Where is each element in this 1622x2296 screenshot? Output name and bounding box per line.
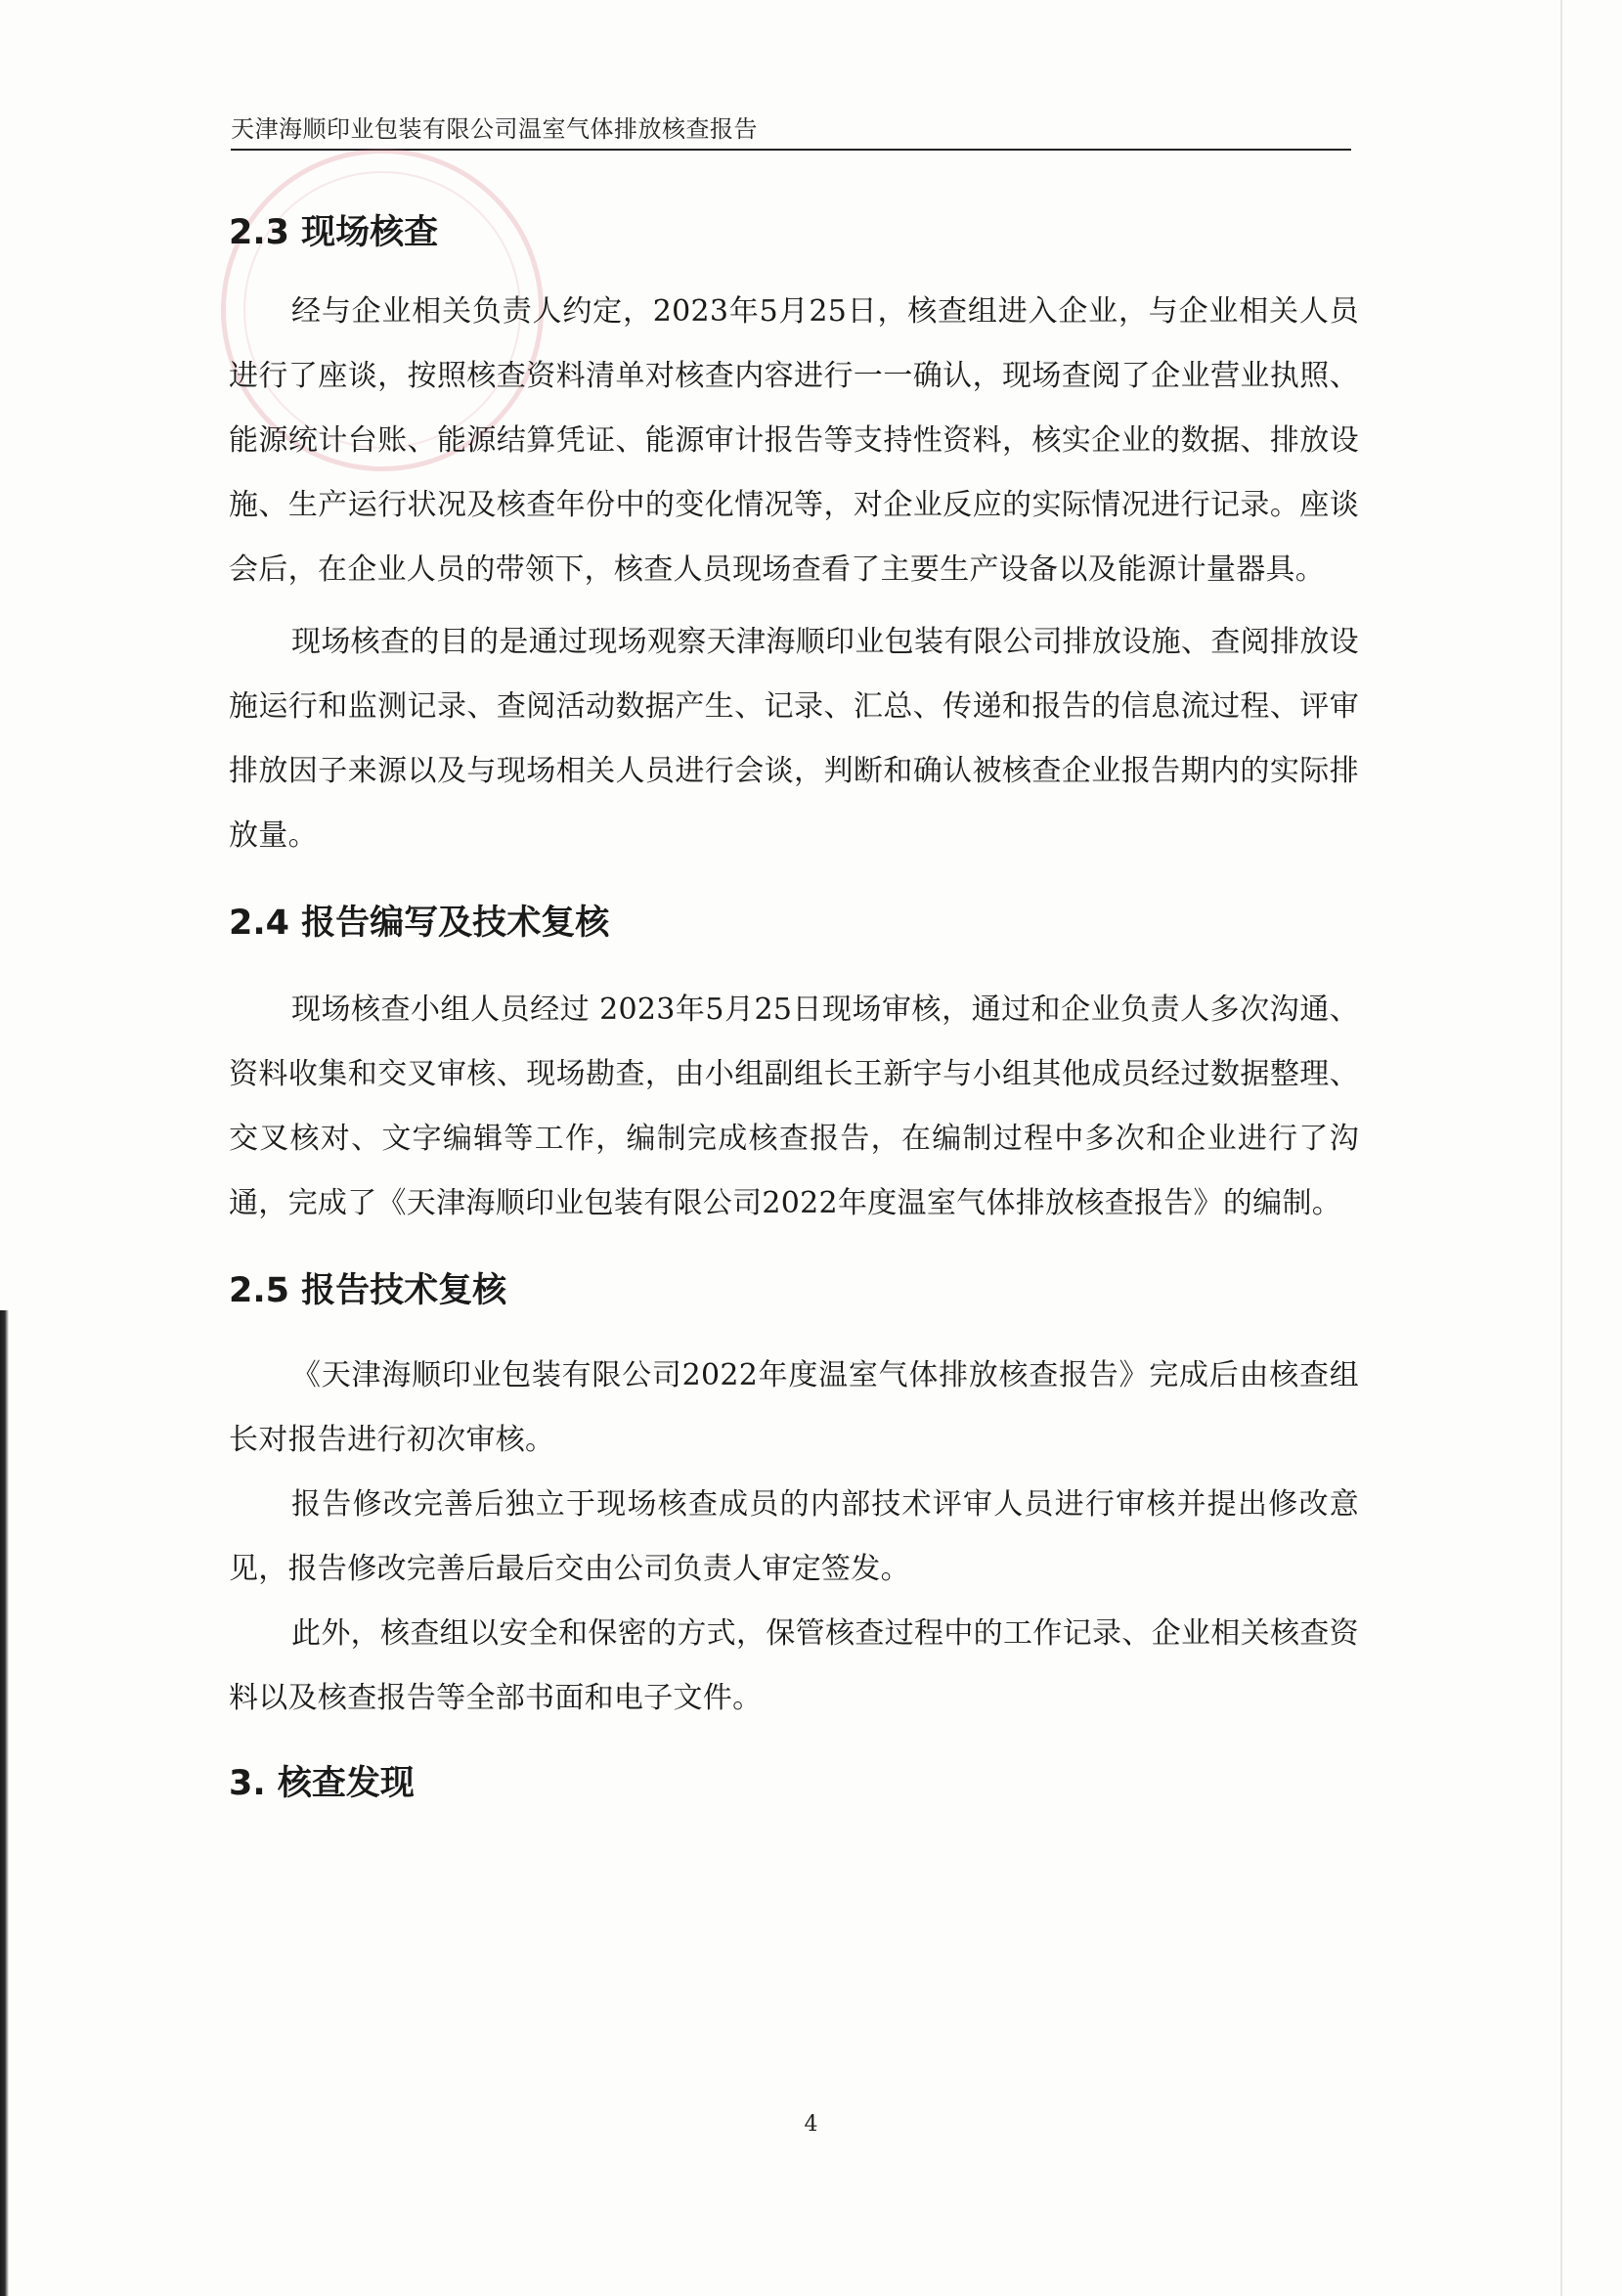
header-title: 天津海顺印业包装有限公司温室气体排放核查报告 xyxy=(231,115,758,143)
section-heading-2-4: 2.4 报告编写及技术复核 xyxy=(229,904,610,943)
paragraph: 报告修改完善后独立于现场核查成员的内部技术评审人员进行审核并提出修改意见，报告修改完善后最后交由公司负责人审定签发。 xyxy=(229,1487,1359,1586)
page-header xyxy=(231,106,1351,151)
section-heading-3: 3. 核查发现 xyxy=(229,1764,415,1803)
paragraph: 经与企业相关负责人约定，2023年5月25日，核查组进入企业，与企业相关人员进行了座谈，按照核查资料清单对核查内容进行一一确认，现场查阅了企业营业执照、能源统计台账、能源结算凭证、能源审计报告等支持性资料，核实企业的数据、排放设施、生产运行状况及核查年份中的变化情况等，对企业反应的实际情况进行记录。座谈会后，在企业人员的带领下，核查人员现场查看了主要生产设备以及能源计量器具。 xyxy=(229,294,1359,587)
scan-edge-right xyxy=(1560,0,1562,2296)
document-body xyxy=(229,205,1359,1805)
section-heading-2-3: 2.3 现场核查 xyxy=(229,213,439,252)
paragraph: 现场核查小组人员经过 2023年5月25日现场审核，通过和企业负责人多次沟通、资料收集和交叉审核、现场勘查，由小组副组长王新宇与小组其他成员经过数据整理、交叉核对、文字编辑等工作，编制完成核查报告，在编制过程中多次和企业进行了沟通，完成了《天津海顺印业包装有限公司2022年度温室气体排放核查报告》的编制。 xyxy=(229,993,1359,1220)
page-number: 4 xyxy=(804,2112,818,2137)
scan-edge-left xyxy=(0,1310,9,2296)
section-heading-2-5: 2.5 报告技术复核 xyxy=(229,1271,507,1310)
paragraph: 《天津海顺印业包装有限公司2022年度温室气体排放核查报告》完成后由核查组长对报告进行初次审核。 xyxy=(229,1358,1359,1457)
paragraph: 现场核查的目的是通过现场观察天津海顺印业包装有限公司排放设施、查阅排放设施运行和监测记录、查阅活动数据产生、记录、汇总、传递和报告的信息流过程、评审排放因子来源以及与现场相关人员进行会谈，判断和确认被核查企业报告期内的实际排放量。 xyxy=(229,625,1359,853)
paragraph: 此外，核查组以安全和保密的方式，保管核查过程中的工作记录、企业相关核查资料以及核查报告等全部书面和电子文件。 xyxy=(229,1616,1359,1715)
